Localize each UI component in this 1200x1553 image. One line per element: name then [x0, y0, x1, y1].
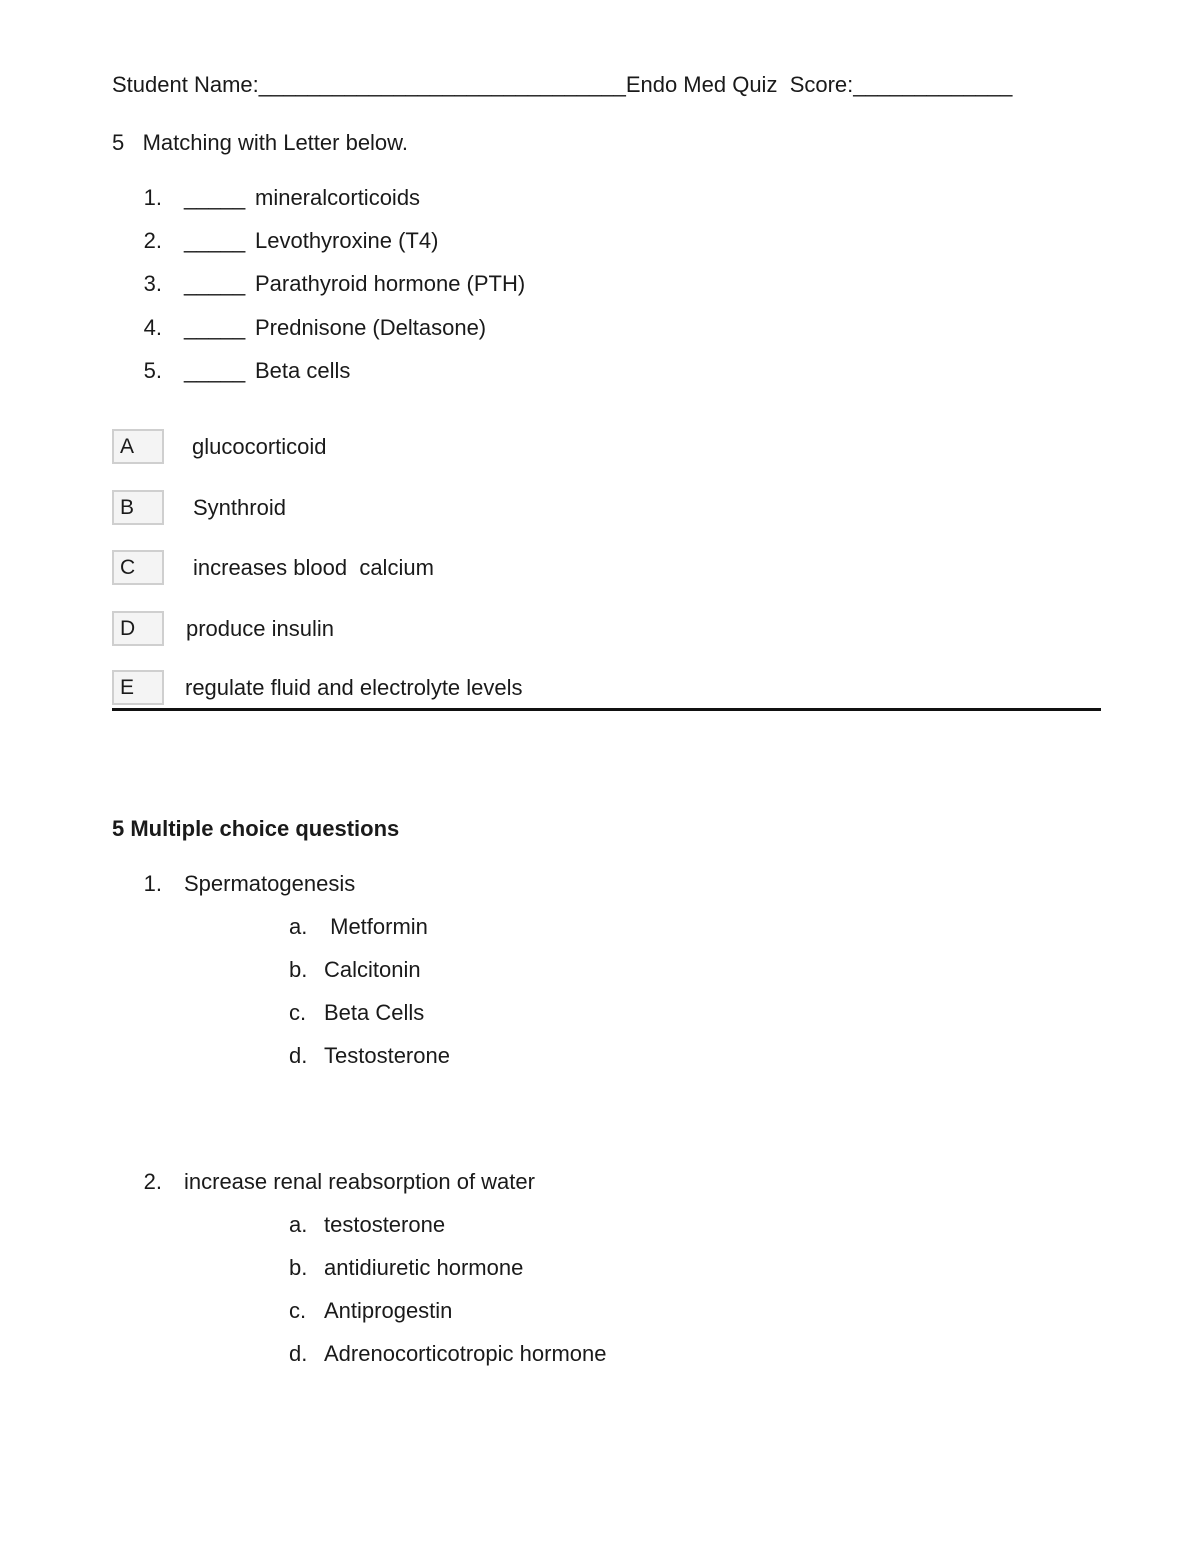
option-text: antidiuretic hormone	[324, 1255, 524, 1280]
answer-letter-box: E	[112, 670, 164, 705]
matching-item-blank[interactable]: _____	[184, 358, 246, 383]
matching-item-number: 4.	[143, 315, 162, 340]
answer-letter-box: A	[112, 429, 164, 464]
option-text: Testosterone	[324, 1043, 450, 1068]
option-text: Antiprogestin	[324, 1298, 453, 1323]
answer-definition: regulate fluid and electrolyte levels	[185, 675, 523, 700]
matching-item-number: 5.	[143, 358, 162, 383]
option-text: Adrenocorticotropic hormone	[324, 1341, 607, 1366]
option-letter: b.	[289, 1255, 308, 1280]
matching-heading	[112, 130, 408, 156]
question-text: increase renal reabsorption of water	[184, 1169, 535, 1194]
question-number: 2.	[143, 1169, 162, 1194]
student-name-label: Student Name:______________________________	[112, 72, 626, 97]
matching-heading-text: Matching with Letter below.	[142, 130, 408, 155]
answer-letter-box: D	[112, 611, 164, 646]
option-text: Metformin	[324, 914, 428, 939]
answer-letter-box: C	[112, 550, 164, 585]
answer-definition: produce insulin	[186, 616, 334, 641]
option-letter: c.	[289, 1000, 307, 1025]
header-line	[112, 72, 1012, 98]
score-label: Score:_____________	[789, 72, 1013, 97]
matching-heading-number: 5	[112, 130, 125, 155]
option-text: Calcitonin	[324, 957, 421, 982]
matching-item-term: mineralcorticoids	[255, 185, 421, 210]
option-letter: c.	[289, 1298, 307, 1323]
matching-item-number: 2.	[143, 228, 162, 253]
answer-definition: Synthroid	[193, 495, 286, 520]
matching-item-term: Beta cells	[255, 358, 351, 383]
matching-item-number: 1.	[143, 185, 162, 210]
matching-item-term: Prednisone (Deltasone)	[255, 315, 487, 340]
answer-definition: increases blood calcium	[193, 555, 434, 580]
option-letter: b.	[289, 957, 308, 982]
option-text: testosterone	[324, 1212, 446, 1237]
option-text: Beta Cells	[324, 1000, 425, 1025]
matching-item-number: 3.	[143, 271, 162, 296]
matching-item-blank[interactable]: _____	[184, 228, 246, 253]
answer-definition: glucocorticoid	[192, 434, 327, 459]
matching-item-blank[interactable]: _____	[184, 185, 246, 210]
matching-item-blank[interactable]: _____	[184, 315, 246, 340]
quiz-title: Endo Med Quiz	[625, 72, 778, 97]
section-divider	[112, 708, 1101, 711]
option-letter: d.	[289, 1043, 308, 1068]
option-letter: a.	[289, 914, 308, 939]
question-text: Spermatogenesis	[184, 871, 356, 896]
question-number: 1.	[143, 871, 162, 896]
option-letter: a.	[289, 1212, 308, 1237]
matching-item-term: Parathyroid hormone (PTH)	[255, 271, 526, 296]
multiple-choice-heading: 5 Multiple choice questions	[112, 816, 400, 841]
answer-letter-box: B	[112, 490, 164, 525]
option-letter: d.	[289, 1341, 308, 1366]
matching-item-term: Levothyroxine (T4)	[255, 228, 439, 253]
matching-item-blank[interactable]: _____	[184, 271, 246, 296]
